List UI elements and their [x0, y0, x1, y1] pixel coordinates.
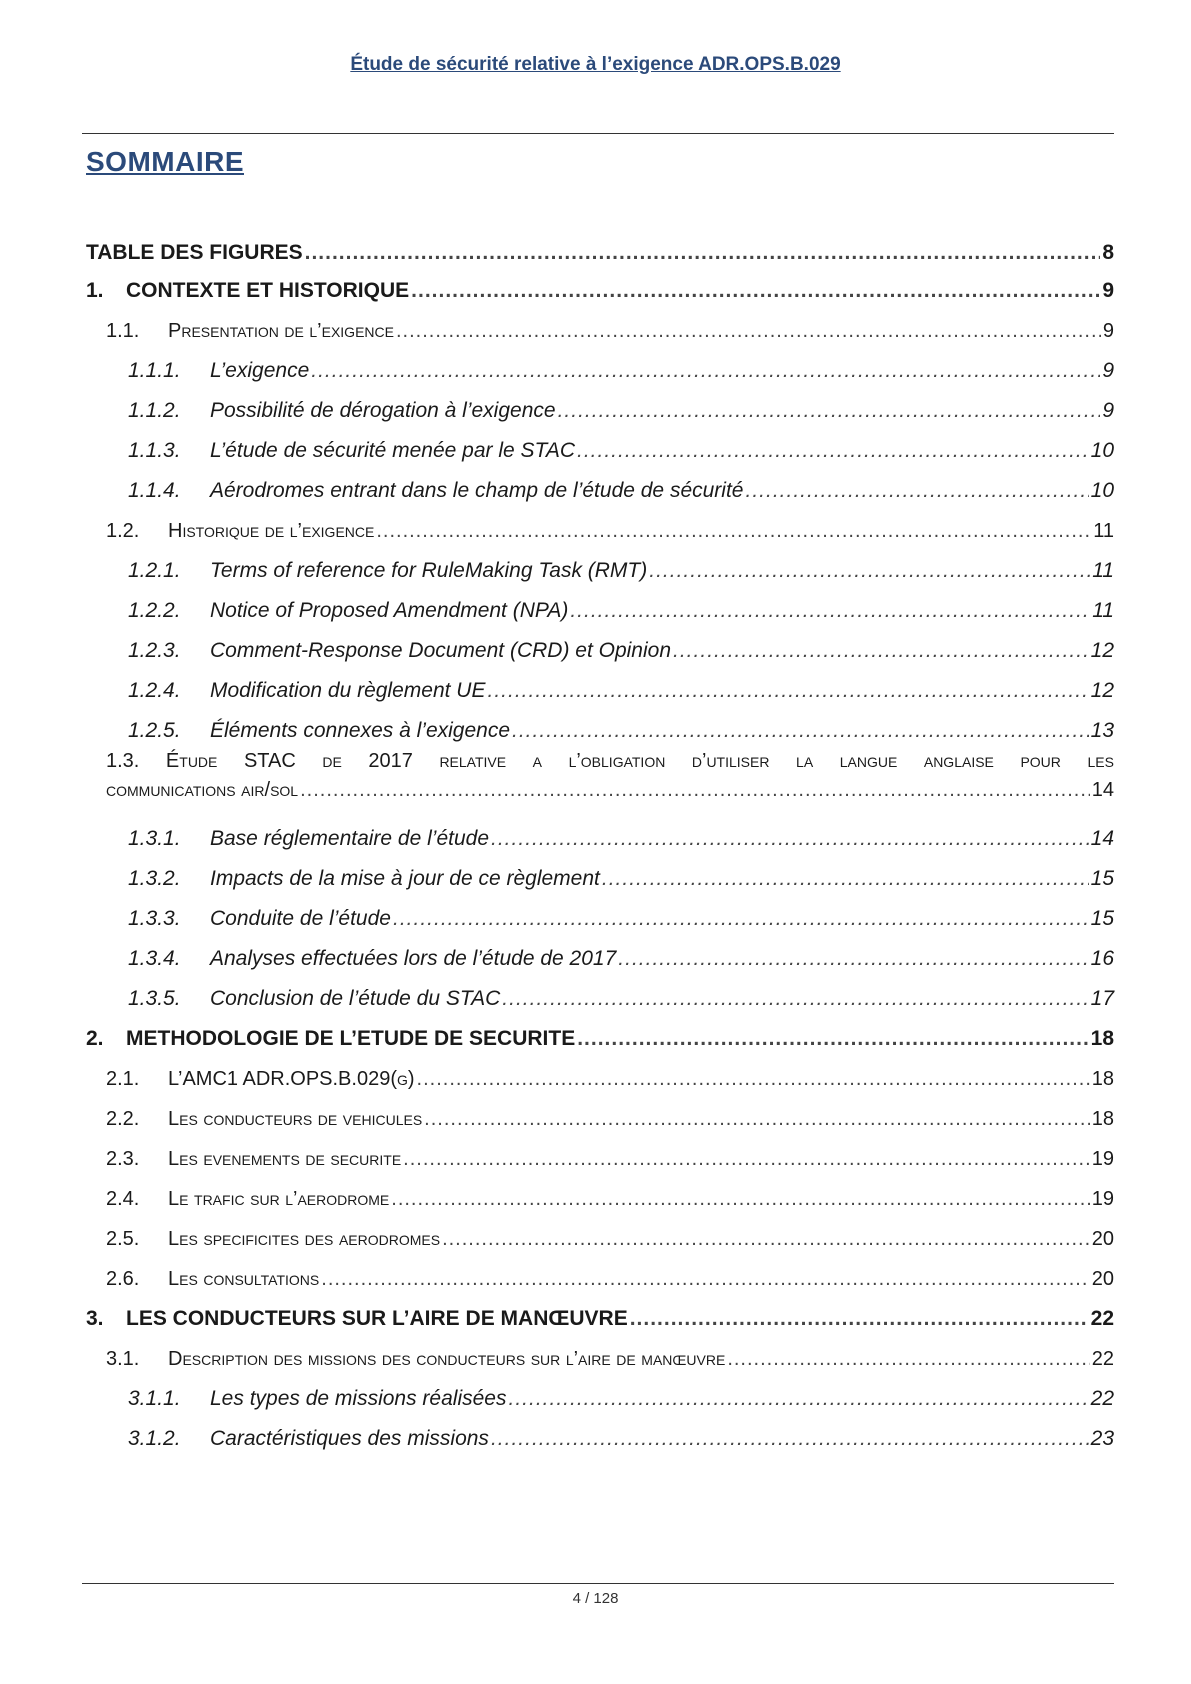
page-number: 4 / 128: [572, 1590, 619, 1607]
header-rule: [82, 133, 1114, 134]
toc-entry-title: Possibilité de dérogation à l’exigence: [210, 399, 556, 422]
toc-heading: SOMMAIRE: [86, 146, 244, 177]
toc-entry-1-1-3[interactable]: [86, 433, 1114, 463]
footer-rule: [82, 1583, 1114, 1584]
toc-entry-title: Le trafic sur l’aerodrome: [168, 1188, 390, 1210]
toc-entry-page: 18: [1091, 1108, 1114, 1130]
toc-leader-dots: [311, 359, 1100, 383]
toc-entry-number: 1.3.4.: [128, 947, 181, 970]
toc-entry-title: Notice of Proposed Amendment (NPA): [210, 599, 569, 622]
toc-entry-number: 2.1.: [106, 1068, 140, 1090]
toc-entry-page: 13: [1090, 719, 1114, 742]
toc-entry-title: Base réglementaire de l’étude: [210, 827, 490, 850]
toc-entry-title-word: de: [322, 750, 342, 772]
toc-entry-1-1-4[interactable]: [86, 473, 1114, 503]
page-header-title: Étude de sécurité relative à l’exigence ADR.OPS.B.029: [350, 54, 841, 75]
toc-entry-number: 2.2.: [106, 1108, 140, 1130]
toc-entry-title-word: pour: [1020, 750, 1061, 772]
toc-entry-title-word: Étude: [165, 750, 218, 772]
toc-leader-dots: [491, 1427, 1089, 1451]
toc-entry-title: TABLE DES FIGURES: [86, 241, 303, 264]
toc-entry-title-word: les: [1087, 750, 1114, 772]
toc-entry-number: 1.2.: [106, 520, 140, 542]
toc-entry-3[interactable]: [86, 1301, 1114, 1331]
toc-entry-number: 1.1.2.: [128, 399, 181, 422]
toc-entry-1-2-4[interactable]: [86, 673, 1114, 703]
toc-entry-1-2-2[interactable]: [86, 593, 1114, 623]
toc-entry-1-1-2[interactable]: [86, 393, 1114, 423]
toc-leader-dots: [512, 719, 1089, 743]
toc-entry-page: 9: [1102, 320, 1114, 342]
toc-entry-title: LES CONDUCTEURS SUR L’AIRE DE MANŒUVRE: [126, 1307, 628, 1330]
toc-entry-title: CONTEXTE ET HISTORIQUE: [126, 279, 410, 302]
toc-entry-3-1[interactable]: [86, 1341, 1114, 1371]
toc-leader-dots: [321, 1268, 1089, 1291]
toc-entry-number: 1.3.: [106, 750, 140, 772]
toc-leader-dots: [393, 907, 1089, 931]
toc-entry-number: 1.1.: [106, 320, 140, 342]
toc-leader-dots: [442, 1228, 1090, 1251]
toc-entry-continuation[interactable]: [106, 772, 1114, 802]
toc-entry-1-2-5[interactable]: [86, 713, 1114, 743]
toc-entry-title: Modification du règlement UE: [210, 679, 486, 702]
toc-leader-dots: [630, 1307, 1089, 1331]
toc-leader-dots: [570, 599, 1090, 623]
toc-entry-2-1[interactable]: [86, 1061, 1114, 1091]
toc-leader-dots: [396, 320, 1101, 343]
toc-entry-page: 22: [1090, 1387, 1114, 1410]
toc-entry-title: Les conducteurs de vehicules: [168, 1108, 423, 1130]
toc-entry-title: L’AMC1 ADR.OPS.B.029(g): [168, 1068, 415, 1090]
toc-entry-title: Historique de l’exigence: [168, 520, 375, 542]
toc-leader-dots: [305, 241, 1101, 265]
toc-entry-number: 1.2.5.: [128, 719, 181, 742]
toc-entry-title: Les evenements de securite: [168, 1148, 402, 1170]
toc-entry-number: 1.3.2.: [128, 867, 181, 890]
toc-entry-2-6[interactable]: [86, 1261, 1114, 1291]
toc-entry-1-1[interactable]: [86, 313, 1114, 343]
toc-entry-title: Aérodromes entrant dans le champ de l’étude de sécurité: [210, 479, 744, 502]
toc-entry-title-word: langue: [839, 750, 898, 772]
toc-entry-page: 18: [1091, 1068, 1114, 1090]
toc-entry-title: Presentation de l’exigence: [168, 320, 394, 342]
toc-entry-title-word: relative: [439, 750, 507, 772]
toc-leader-dots: [618, 947, 1088, 971]
toc-entry-1-2-3[interactable]: [86, 633, 1114, 663]
toc-entry-number: 1.2.1.: [128, 559, 181, 582]
toc-leader-dots: [424, 1108, 1090, 1131]
toc-entry-number: 1.3.1.: [128, 827, 181, 850]
toc-entry-2-5[interactable]: [86, 1221, 1114, 1251]
toc-entry-1-3-1[interactable]: [86, 821, 1114, 851]
toc-entry-number: 1.3.3.: [128, 907, 181, 930]
toc-leader-dots: [300, 779, 1090, 802]
toc-leader-dots: [577, 1027, 1088, 1051]
toc-entry-2-4[interactable]: [86, 1181, 1114, 1211]
toc-entry-3-1-2[interactable]: [86, 1421, 1114, 1451]
toc-entry-number: 2.: [86, 1027, 104, 1050]
toc-entry-page: 15: [1090, 867, 1114, 890]
toc-leader-dots: [649, 559, 1090, 583]
toc-entry-number: 1.1.1.: [128, 359, 181, 382]
toc-entry-page: 8: [1102, 241, 1114, 264]
toc-entry-title: Conclusion de l’étude du STAC: [210, 987, 501, 1010]
toc-entry-title: communications air/sol: [106, 779, 299, 801]
toc-entry-1-3-4[interactable]: [86, 941, 1114, 971]
toc-leader-dots: [376, 520, 1091, 543]
toc-entry-title: Description des missions des conducteurs sur l’aire de manœuvre: [168, 1348, 726, 1370]
toc-leader-dots: [491, 827, 1089, 851]
toc-leader-dots: [745, 479, 1088, 503]
toc-entry-title: Terms of reference for RuleMaking Task (RMT): [210, 559, 648, 582]
toc-entry-number: 1.3.5.: [128, 987, 181, 1010]
toc-entry-page: 14: [1090, 827, 1114, 850]
toc-entry-title: Les specificites des aerodromes: [168, 1228, 441, 1250]
toc-entry-2[interactable]: [86, 1021, 1114, 1051]
toc-entry-number: 1.2.2.: [128, 599, 181, 622]
toc-entry-title: Éléments connexes à l’exigence: [210, 719, 511, 742]
toc-entry-page: 14: [1091, 779, 1114, 801]
toc-entry-number: 3.1.1.: [128, 1387, 181, 1410]
toc-leader-dots: [673, 639, 1089, 663]
toc-leader-dots: [577, 439, 1089, 463]
toc-entry-number: 2.3.: [106, 1148, 140, 1170]
toc-entry-number: 1.: [86, 279, 104, 302]
toc-entry-2-3[interactable]: [86, 1141, 1114, 1171]
toc-entry-page: 12: [1090, 639, 1114, 662]
toc-leader-dots: [727, 1348, 1089, 1371]
toc-entry-title: Conduite de l’étude: [210, 907, 391, 930]
toc-entry-page: 9: [1102, 399, 1114, 422]
toc-entry-1-2-1[interactable]: [86, 553, 1114, 583]
toc-entry-title-word: 2017: [368, 750, 413, 772]
toc-entry-3-1-1[interactable]: [86, 1381, 1114, 1411]
toc-leader-dots: [417, 1068, 1090, 1091]
toc-entry-page: 20: [1091, 1268, 1114, 1290]
toc-entry-title: Impacts de la mise à jour de ce règlement: [210, 867, 600, 890]
toc-entry-title-word: a: [532, 750, 542, 772]
toc-entry-page: 19: [1091, 1148, 1114, 1170]
toc-entry-page: 15: [1090, 907, 1114, 930]
toc-entry-number: 2.5.: [106, 1228, 140, 1250]
toc-entry-page: 18: [1090, 1027, 1114, 1050]
toc-entry-1-2[interactable]: [86, 513, 1114, 543]
toc-entry-number: 3.1.2.: [128, 1427, 181, 1450]
toc-entry-page: 9: [1102, 279, 1114, 302]
toc-entry-table-des-figures[interactable]: [86, 235, 1114, 265]
toc-entry-title: L’étude de sécurité menée par le STAC: [210, 439, 575, 462]
toc-entry-page: 22: [1091, 1348, 1114, 1370]
toc-leader-dots: [411, 279, 1100, 303]
toc-entry-1-1-1[interactable]: [86, 353, 1114, 383]
toc-entry-1-3-5[interactable]: [86, 981, 1114, 1011]
toc-leader-dots: [391, 1188, 1089, 1211]
toc-entry-title: Les consultations: [168, 1268, 320, 1290]
toc-entry-title: METHODOLOGIE DE L’ETUDE DE SECURITE: [126, 1027, 576, 1050]
toc-leader-dots: [508, 1387, 1088, 1411]
toc-entry-1-3[interactable]: [106, 743, 1114, 773]
toc-entry-page: 16: [1090, 947, 1114, 970]
toc-entry-1-3-2[interactable]: [86, 861, 1114, 891]
toc-leader-dots: [487, 679, 1088, 703]
toc-entry-1[interactable]: [86, 273, 1114, 303]
toc-entry-page: 23: [1090, 1427, 1114, 1450]
toc-entry-number: 1.1.3.: [128, 439, 181, 462]
toc-entry-page: 12: [1090, 679, 1114, 702]
toc-entry-title-word: d’utiliser: [691, 750, 770, 772]
toc-entry-number: 3.1.: [106, 1348, 140, 1370]
toc-entry-page: 10: [1090, 479, 1114, 502]
toc-entry-number: 1.2.4.: [128, 679, 181, 702]
toc-entry-page: 9: [1102, 359, 1114, 382]
toc-entry-title: Les types de missions réalisées: [210, 1387, 507, 1410]
toc-entry-number: 3.: [86, 1307, 104, 1330]
toc-entry-number: 1.2.3.: [128, 639, 181, 662]
toc-entry-page: 11: [1092, 559, 1114, 582]
toc-entry-page: 20: [1091, 1228, 1114, 1250]
toc-entry-page: 11: [1093, 520, 1114, 542]
toc-entry-title: Caractéristiques des missions: [210, 1427, 489, 1450]
toc-entry-page: 17: [1090, 987, 1114, 1010]
toc-leader-dots: [558, 399, 1101, 423]
toc-entry-title-word: anglaise: [923, 750, 994, 772]
toc-entry-title-word: la: [796, 750, 814, 772]
toc-entry-page: 11: [1092, 599, 1114, 622]
toc-entry-page: 19: [1091, 1188, 1114, 1210]
toc-entry-title: Comment-Response Document (CRD) et Opinion: [210, 639, 672, 662]
toc-entry-page: 22: [1090, 1307, 1114, 1330]
toc-entry-2-2[interactable]: [86, 1101, 1114, 1131]
toc-leader-dots: [602, 867, 1089, 891]
toc-entry-title: L’exigence: [210, 359, 310, 382]
toc-entry-number: 2.4.: [106, 1188, 140, 1210]
toc-entry-title-word: l’obligation: [568, 750, 666, 772]
toc-entry-1-3-3[interactable]: [86, 901, 1114, 931]
toc-entry-title-word: STAC: [243, 750, 296, 772]
toc-leader-dots: [502, 987, 1088, 1011]
toc-entry-title: Analyses effectuées lors de l’étude de 2017: [210, 947, 617, 970]
toc-entry-number: 2.6.: [106, 1268, 140, 1290]
toc-entry-page: 10: [1090, 439, 1114, 462]
toc-entry-number: 1.1.4.: [128, 479, 181, 502]
toc-leader-dots: [403, 1148, 1090, 1171]
